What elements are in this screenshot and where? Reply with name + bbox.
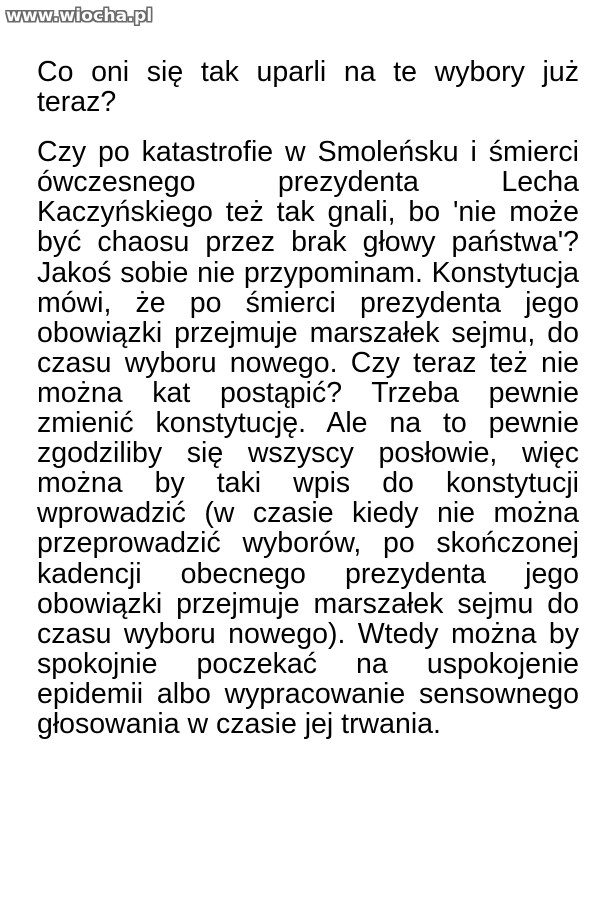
body-paragraph: Czy po katastrofie w Smoleńsku i śmierci ówczesnego prezydenta Lecha Kaczyńskiego też tak gnali, bo 'nie może być chaosu przez brak głowy państwa'? Jakoś sobie nie przypominam. Konstytucja mówi, że po śmierci prezydenta jego obowiązki przejmuje marszałek sejmu, do czasu wyboru nowego. Czy teraz też nie można kat postąpić? Trzeba pewnie zmienić konstytucję. Ale na to pewnie zgodziliby się wszyscy posłowie, więc można by taki wpis do konstytucji wprowadzić (w czasie kiedy nie można przeprowadzić wyborów, po skończonej kadencji obecnego prezydenta jego obowiązki przejmuje marszałek sejmu do czasu wyboru nowego). Wtedy można by spokojnie poczekać na uspokojenie epidemii albo wypracowanie sensownego głosowania w czasie jej trwania. — [37, 136, 579, 740]
post-text — [37, 57, 579, 739]
question-paragraph: Co oni się tak uparli na te wybory już teraz? — [37, 56, 579, 119]
site-watermark: www.wiocha.pl — [6, 6, 153, 26]
